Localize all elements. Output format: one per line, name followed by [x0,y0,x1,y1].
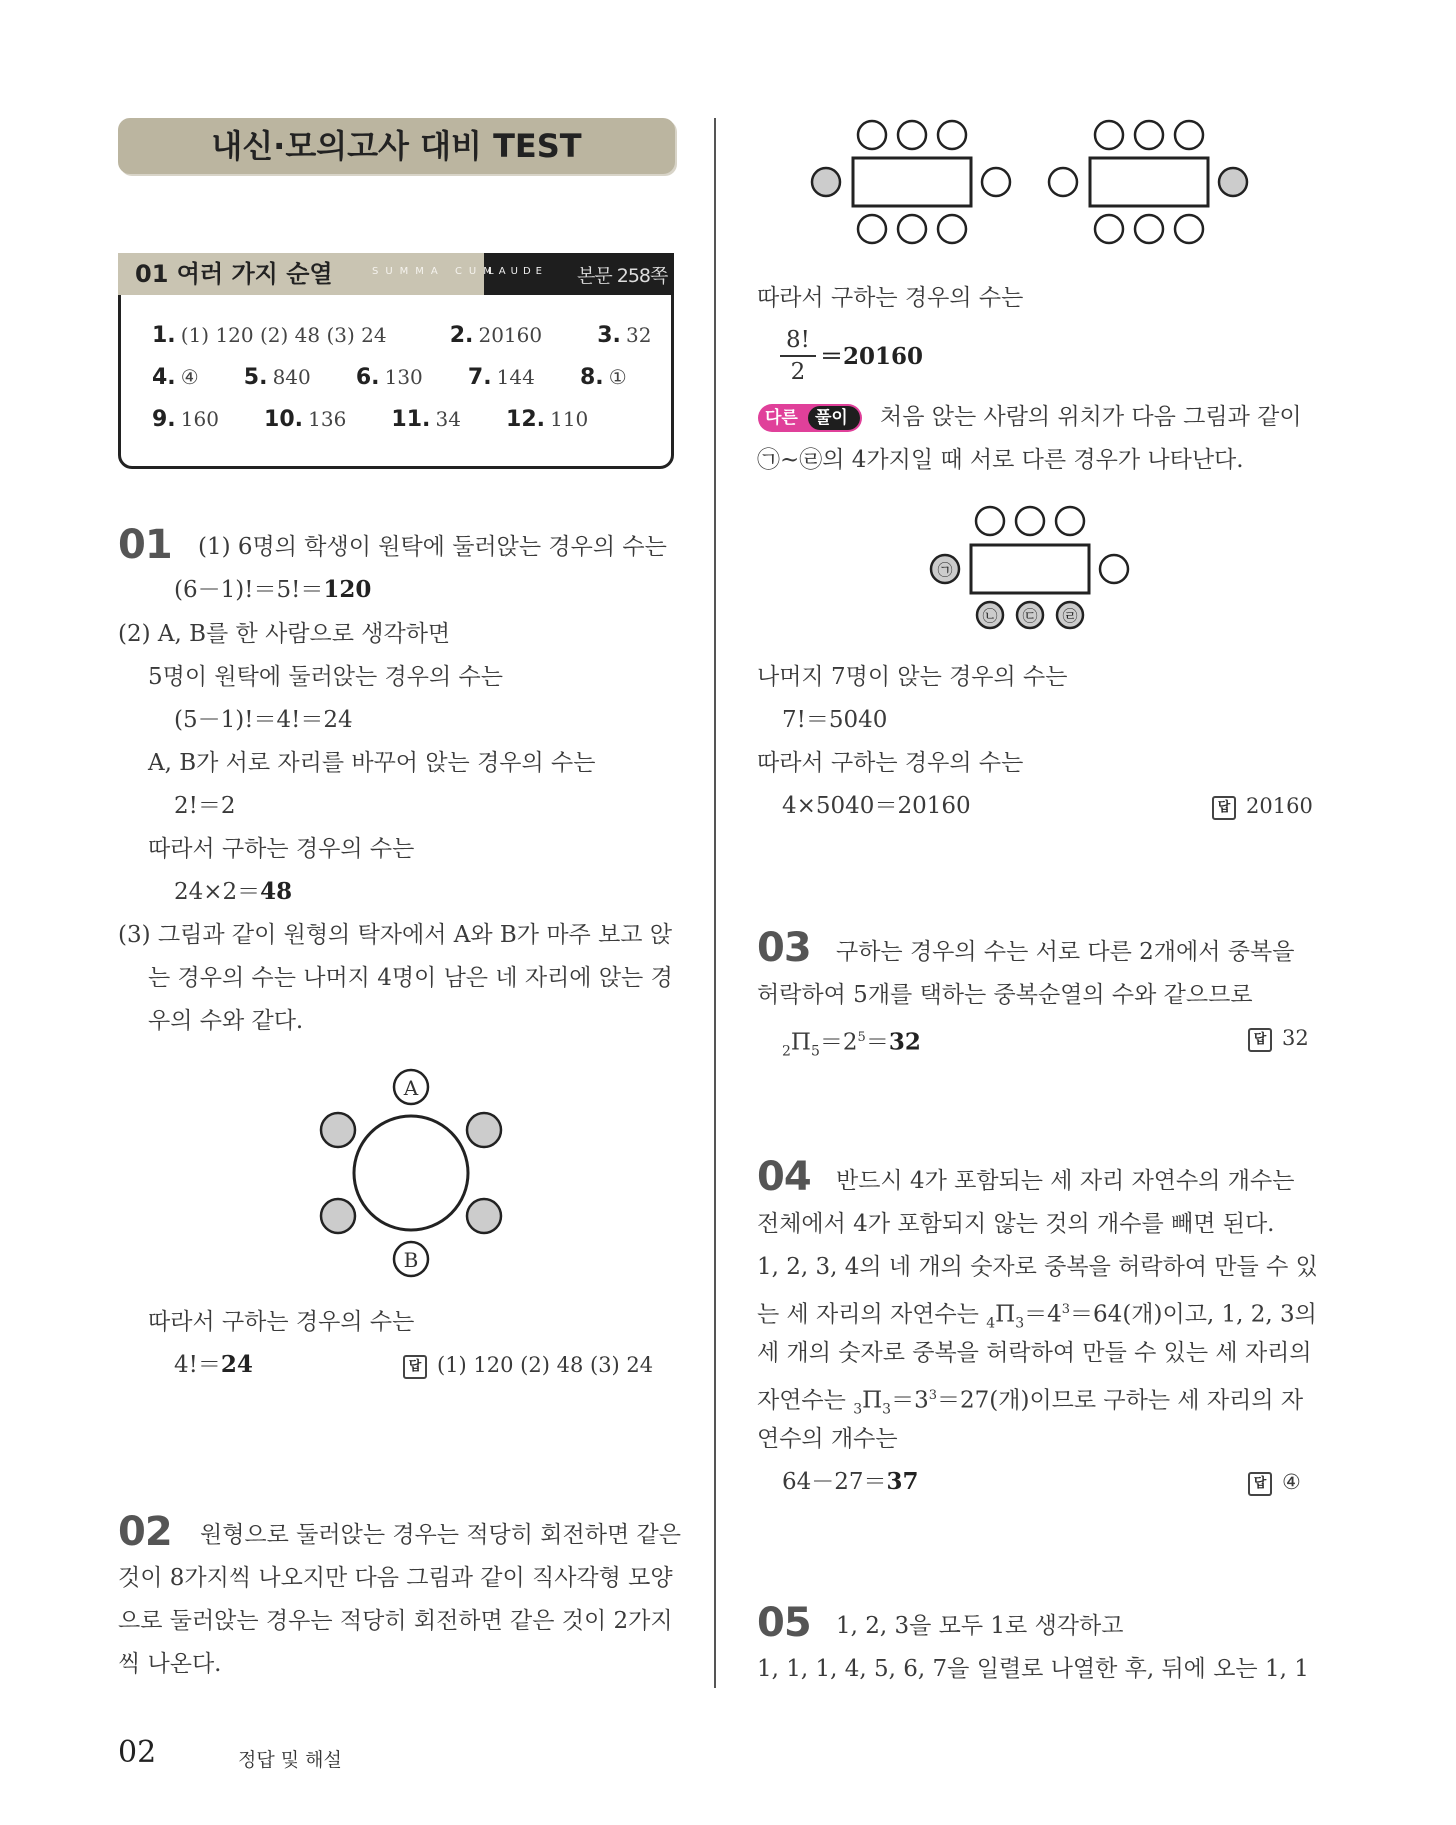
answer-key: 8. [579,365,604,390]
seat [858,215,886,243]
answer-row-3 [152,407,588,432]
seat [1135,215,1163,243]
brand-light: SUMMA CUM [372,266,499,277]
p02-line: 씩 나온다. [118,1651,222,1677]
answer-value: ④ [180,365,199,389]
p04-line: 1, 2, 3, 4의 네 개의 숫자로 중복을 허락하여 만들 수 있 [757,1254,1318,1280]
p01-line [174,1351,253,1379]
answer-value: 144 [496,365,535,389]
p01-line: (2) A, B를 한 사람으로 생각하면 [118,621,451,647]
p04-line [782,1468,919,1496]
problem-number-05: 05 [757,1600,811,1646]
alt-badge-text-b: 풀이 [815,408,848,428]
rect-table [853,158,971,206]
formula-sub: 3 [882,1401,892,1418]
p02-answer-text: 20160 [1246,794,1313,818]
formula-sub: 3 [853,1401,863,1418]
p03-formula [782,1024,921,1065]
p04-line: 연수의 개수는 [757,1426,898,1452]
seat [982,168,1010,196]
formula-pi: Π [790,1029,811,1056]
answer-value: 20160 [478,323,543,347]
p04-text: 자연수는 [757,1387,854,1414]
p04-result: 37 [886,1468,919,1495]
seat [976,507,1004,535]
answer-key: 11. [391,407,431,432]
answer-icon: 답 [403,1355,427,1379]
fraction-result: ＝20160 [820,343,924,370]
p01-answer-text: (1) 120 (2) 48 (3) 24 [437,1353,654,1377]
seat [1100,555,1128,583]
p01-line: 따라서 구하는 경우의 수는 [148,836,415,862]
p04-line [757,1382,1303,1423]
p02-line: ㉠~㉣의 4가지일 때 서로 다른 경우가 나타난다. [757,447,1244,473]
p01-result: 24 [220,1351,253,1378]
p02-line: 따라서 구하는 경우의 수는 [757,750,1024,776]
formula-eq: ＝4 [1024,1301,1062,1328]
p01-answer [403,1351,653,1379]
formula-eq: ＝2 [819,1029,858,1056]
formula-sub: 5 [810,1043,820,1060]
answer-key: 10. [264,407,304,432]
formula-sup: 3 [928,1388,938,1403]
p01-line: 따라서 구하는 경우의 수는 [148,1309,415,1335]
answer-key: 1. [152,323,176,348]
problem-number-03: 03 [757,925,811,971]
seat-a-label: A [403,1076,419,1100]
answer-value: ① [608,365,627,389]
p02-line: 따라서 구하는 경우의 수는 [757,285,1024,311]
labeled-table-diagram [925,503,1135,631]
rect-table [971,545,1089,593]
answer-row-2 [152,365,627,390]
problem-number-01: 01 [118,522,172,568]
p01-eq: 24×2＝ [174,879,261,905]
footer-label: 정답 및 해설 [238,1749,342,1771]
round-table-diagram [310,1065,510,1280]
answer-key: 6. [355,365,380,390]
formula-sup: 5 [857,1030,866,1045]
seat [1049,168,1077,196]
p05-line: 1, 2, 3을 모두 1로 생각하고 [836,1613,1124,1639]
answer-icon: 답 [1212,796,1236,820]
fraction-bar [780,355,816,357]
seat [1095,121,1123,149]
rectangle-table-diagrams [808,118,1254,248]
answer-value: 136 [308,407,347,431]
answer-key: 9. [152,407,176,432]
p02-line: 으로 둘러앉는 경우는 적당히 회전하면 같은 것이 2가지 [118,1608,673,1634]
p03-answer-text: 32 [1282,1026,1309,1050]
answer-value: (1) 120 (2) 48 (3) 24 [180,323,387,347]
answer-value: 160 [180,407,219,431]
p01-line: (1) 6명의 학생이 원탁에 둘러앉는 경우의 수는 [198,534,667,560]
seat-3-label: ㉢ [1022,607,1038,625]
formula-sup: 3 [1061,1302,1071,1317]
seat [321,1199,355,1233]
p04-line: 세 개의 숫자로 중복을 허락하여 만들 수 있는 세 자리의 [757,1340,1312,1366]
answer-row-1 [152,323,651,348]
p01-line [174,878,292,906]
formula-result: 32 [888,1028,921,1056]
answer-value: 34 [435,407,461,431]
column-divider [714,118,716,1688]
seat [467,1113,501,1147]
answer-key: 5. [243,365,268,390]
answer-value: 32 [625,323,652,347]
p03-line: 허락하여 5개를 택하는 중복순열의 수와 같으므로 [757,982,1253,1008]
p01-result: 48 [260,878,293,905]
fraction [780,326,816,386]
p02-line: 처음 앉는 사람의 위치가 다음 그림과 같이 [880,404,1302,430]
p01-eq: 4!＝ [174,1352,221,1378]
formula-sub: 2 [782,1043,791,1060]
seat [858,121,886,149]
p04-text: ＝27(개)이므로 구하는 세 자리의 자 [937,1387,1304,1414]
seat [1175,121,1203,149]
p01-line: 우의 수와 같다. [148,1008,304,1034]
p01-line [174,576,371,604]
seat [1175,215,1203,243]
p01-line: 2!＝2 [174,793,236,819]
seat-1-label: ㉠ [937,561,953,579]
answer-icon: 답 [1248,1028,1272,1052]
page-number: 02 [118,1735,157,1770]
p02-answer [1212,792,1313,820]
formula-sub: 3 [1015,1315,1025,1332]
answer-key: 12. [506,407,546,432]
seat [1056,507,1084,535]
brand-dark: LAUDE [488,266,547,277]
seat [898,121,926,149]
seat [1095,215,1123,243]
seat [938,215,966,243]
p01-result: 120 [323,576,372,603]
answer-key: 4. [152,365,176,390]
seat [321,1113,355,1147]
p04-answer-text: ④ [1282,1470,1301,1494]
page-title: 내신·모의고사 대비 TEST [118,118,675,174]
p01-line: (5－1)!＝4!＝24 [174,707,353,733]
seat [898,215,926,243]
fraction-numerator: 8! [786,327,810,353]
p04-eq: 64－27＝ [782,1469,887,1495]
seat-4-label: ㉣ [1062,607,1078,625]
p02-line: 원형으로 둘러앉는 경우는 적당히 회전하면 같은 [200,1522,681,1548]
p03-line: 구하는 경우의 수는 서로 다른 2개에서 중복을 [836,939,1295,965]
fraction-denominator: 2 [790,359,806,385]
p04-line: 반드시 4가 포함되는 세 자리 자연수의 개수는 [836,1168,1295,1194]
p01-line: (3) 그림과 같이 원형의 탁자에서 A와 B가 마주 보고 앉 [118,922,673,948]
seat [938,121,966,149]
p04-text: 는 세 자리의 자연수는 [757,1301,987,1328]
rect-table [1090,158,1208,206]
p04-answer [1248,1468,1301,1496]
p04-text: ＝64(개)이고, 1, 2, 3의 [1070,1301,1317,1328]
p02-line: 7!＝5040 [782,707,888,733]
formula-pi: Π [862,1387,883,1414]
answer-value: 130 [384,365,423,389]
answer-icon: 답 [1248,1472,1272,1496]
alt-badge-text-a: 다른 [765,408,798,428]
p02-line: 4×5040＝20160 [782,793,971,819]
formula-sub: 4 [986,1315,996,1332]
p05-line: 1, 1, 1, 4, 5, 6, 7을 일렬로 나열한 후, 뒤에 오는 1, 1 [757,1656,1309,1682]
answer-key: 3. [597,323,621,348]
formula-eq: ＝3 [891,1387,929,1414]
p02-line: 것이 8가지씩 나오지만 다음 그림과 같이 직사각형 모양 [118,1565,673,1591]
p01-eq: (6－1)!＝5!＝ [174,577,324,603]
seat [1016,507,1044,535]
answer-key: 7. [467,365,492,390]
seat-2-label: ㉡ [982,607,998,625]
formula-eq: ＝ [865,1029,889,1056]
answer-key: 2. [449,323,474,348]
round-table [354,1116,468,1230]
section-label: 01 여러 가지 순열 [135,260,333,288]
p04-line [757,1296,1317,1337]
answer-value: 110 [550,407,589,431]
p03-answer [1248,1024,1309,1052]
seat-highlight [1219,168,1247,196]
seat-b-label: B [403,1248,419,1272]
p02-line: 나머지 7명이 앉는 경우의 수는 [757,664,1068,690]
page-reference: 본문 258쪽 [577,265,668,287]
seat-highlight [812,168,840,196]
formula-pi: Π [995,1301,1016,1328]
answer-value: 840 [272,365,311,389]
problem-number-02: 02 [118,1509,172,1555]
p01-line: 5명이 원탁에 둘러앉는 경우의 수는 [148,664,503,690]
problem-number-04: 04 [757,1154,811,1200]
seat [1135,121,1163,149]
p04-line: 전체에서 4가 포함되지 않는 것의 개수를 빼면 된다. [757,1211,1275,1237]
seat [467,1199,501,1233]
p01-line: A, B가 서로 자리를 바꾸어 앉는 경우의 수는 [148,750,596,776]
p01-line: 는 경우의 수는 나머지 4명이 남은 네 자리에 앉는 경 [148,965,673,991]
